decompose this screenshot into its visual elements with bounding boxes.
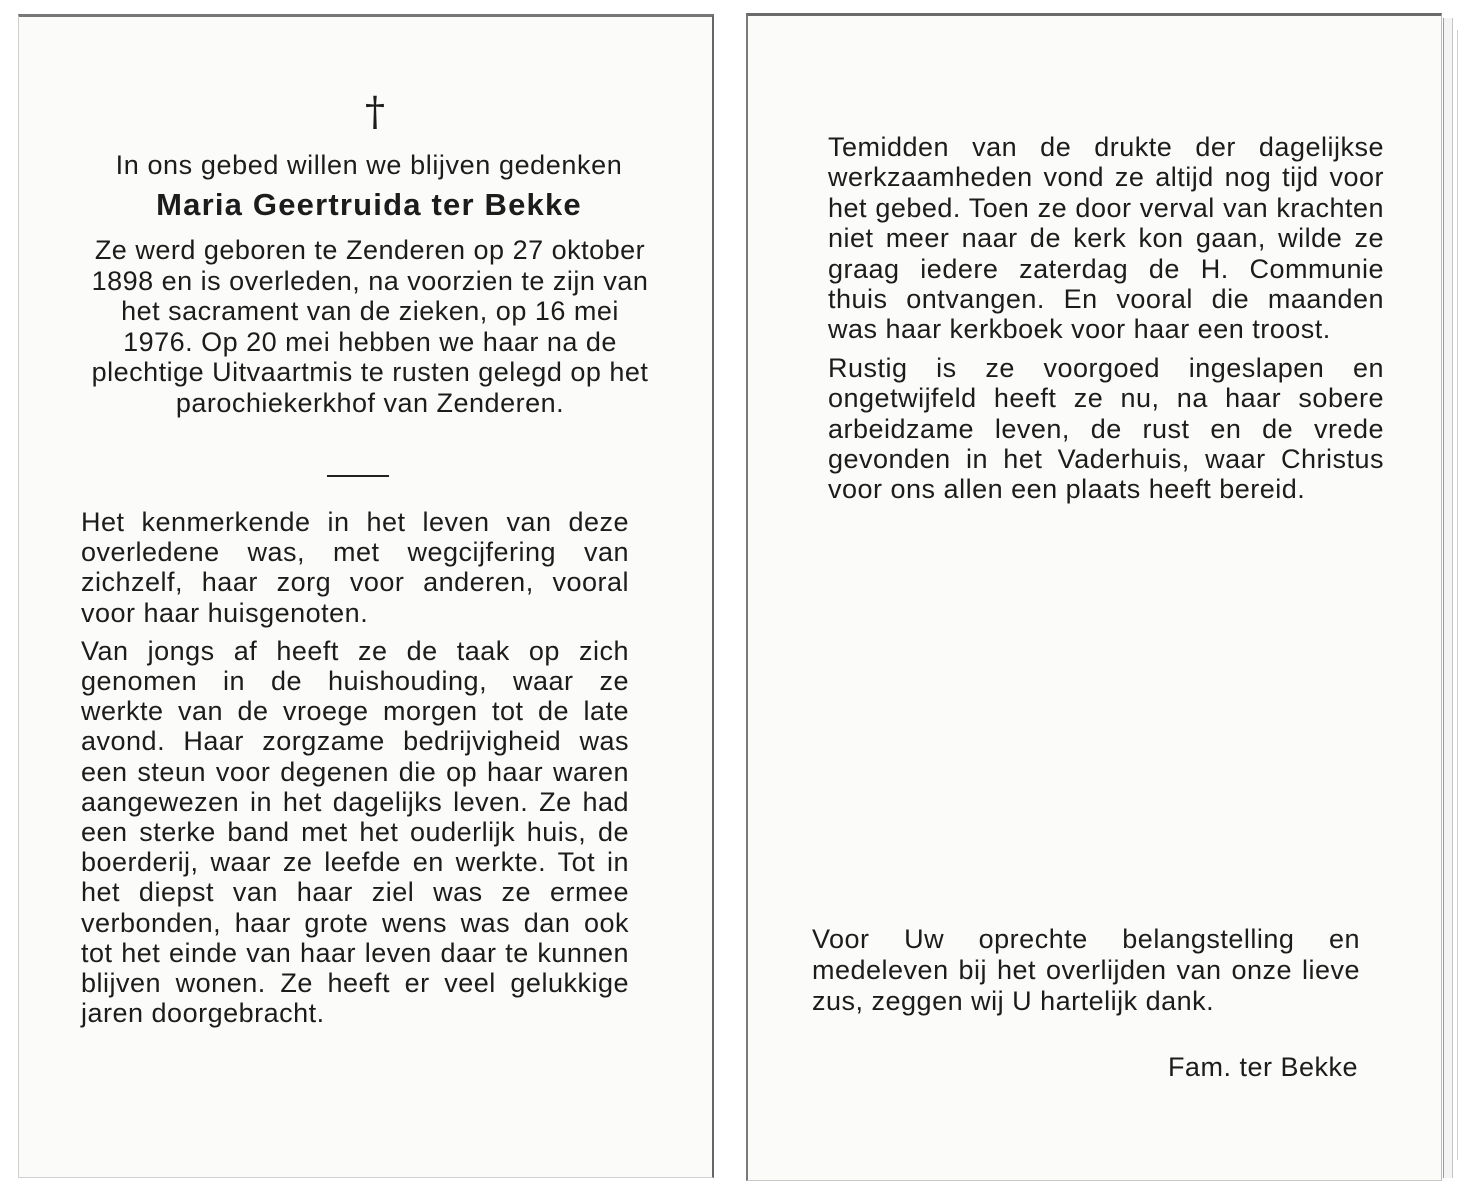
- right-body-text: [828, 132, 1384, 513]
- divider-line: [327, 475, 389, 477]
- stacked-page-edge-outer: [1453, 30, 1458, 1160]
- memorial-card-left-page: [18, 14, 714, 1178]
- stacked-page-edge: [1443, 18, 1453, 1178]
- intro-line: In ons gebed willen we blijven gedenken: [115, 150, 623, 180]
- deceased-name: Maria Geertruida ter Bekke: [156, 187, 582, 222]
- left-paragraph-1: Het kenmerkende in het leven van deze overledene was, met wegcijfering van zichzelf, haar zorg voor anderen, vooral voor haar huisgenoten.: [81, 507, 629, 628]
- right-paragraph-1: Temidden van de drukte der dagelijkse werkzaamheden vond ze altijd nog tijd voor het gebed. Toen ze door verval van krachten niet meer naar de kerk kon gaan, wilde ze graag iedere zaterdag de H. Communie thuis ontvangen. En vooral die maanden was haar kerkboek voor haar een troost.: [828, 132, 1384, 345]
- cross-icon: †: [365, 89, 385, 135]
- thanks-text: Voor Uw oprechte belangstelling en medeleven bij het overlijden van onze lieve zus, zeggen wij U hartelijk dank.: [812, 924, 1360, 1016]
- right-paragraph-2: Rustig is ze voorgoed ingeslapen en ongetwijfeld heeft ze nu, na haar sobere arbeidzame leven, de rust en de vrede gevonden in het Vaderhuis, waar Christus voor ons allen een plaats heeft bereid.: [828, 352, 1384, 505]
- biography-text: Ze werd geboren te Zenderen op 27 oktober 1898 en is overleden, na voorzien te zijn van het sacrament van de zieken, op 16 mei 1976. Op 20 mei hebben we haar na de plechtige Uitvaartmis te rusten gelegd op het parochiekerkhof van Zenderen.: [91, 235, 649, 418]
- memorial-card-right-page: [746, 13, 1442, 1181]
- family-signature: Fam. ter Bekke: [1167, 1052, 1358, 1082]
- left-body-text: [81, 507, 629, 1036]
- left-paragraph-2: Van jongs af heeft ze de taak op zich genomen in de huishouding, waar ze werkte van de vroege morgen tot de late avond. Haar zorgzame bedrijvigheid was een steun voor degenen die op haar waren aangewezen in het dagelijks leven. Ze had een sterke band met het ouderlijk huis, de boerderij, waar ze leefde en werkte. Tot in het diepst van haar ziel was ze ermee verbonden, haar grote wens was dan ook tot het einde van haar leven daar te kunnen blijven wonen. Ze heeft er veel gelukkige jaren doorgebracht.: [81, 635, 629, 1029]
